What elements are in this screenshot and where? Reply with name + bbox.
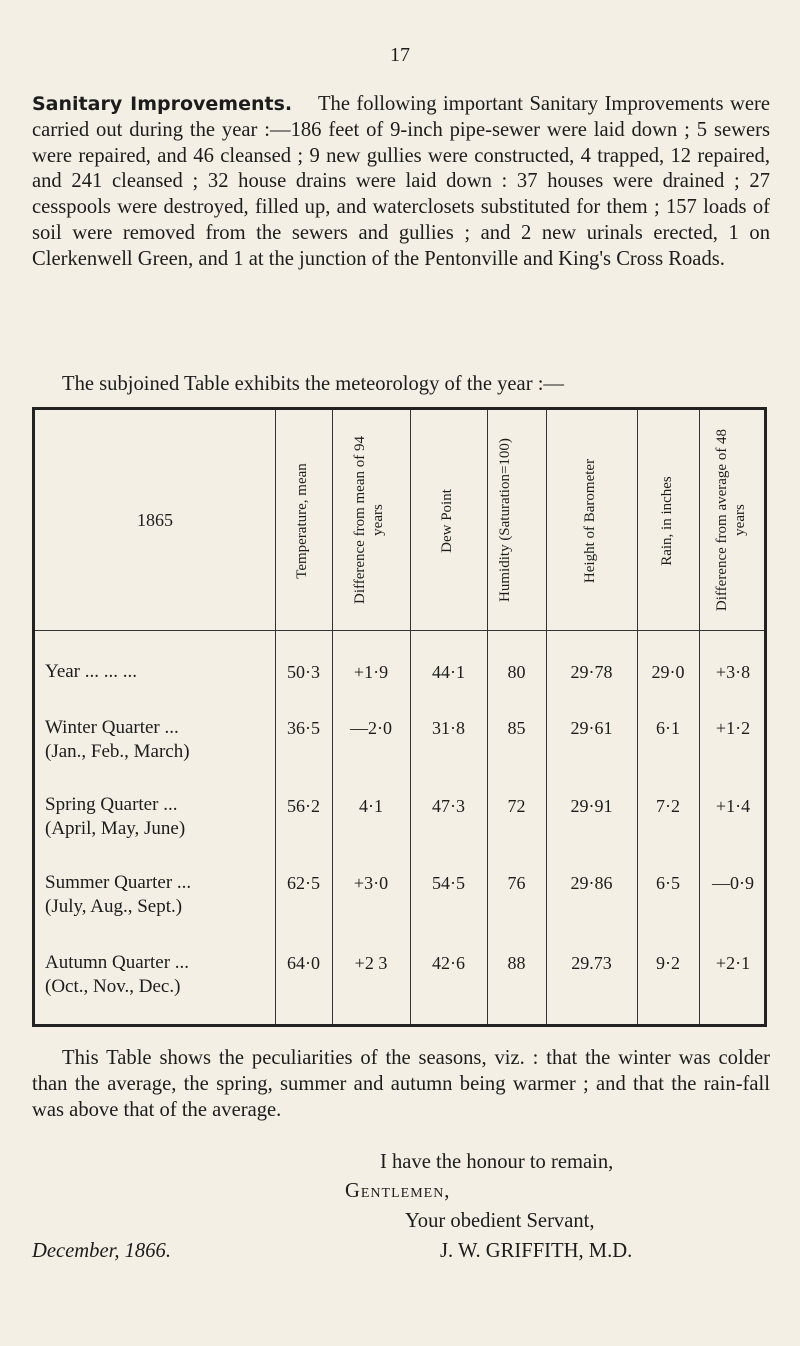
year-header: 1865 <box>137 510 173 530</box>
row-label-text: Spring Quarter ... <box>45 794 178 815</box>
row-label-text: Summer Quarter ... <box>45 872 192 893</box>
date: December, 1866. <box>32 1240 171 1262</box>
sanitary-paragraph <box>32 92 770 273</box>
column-header: Rain, in inches <box>659 476 675 566</box>
header-divider <box>35 630 764 631</box>
salutation: Gentlemen, <box>345 1180 451 1202</box>
column-divider <box>699 410 700 1024</box>
table-cell: 29.73 <box>571 953 612 973</box>
row-label-text: Winter Quarter ... <box>45 717 179 738</box>
column-header: Dew Point <box>439 489 455 553</box>
table-intro: The subjoined Table exhibits the meteorology of the year :— <box>62 373 565 395</box>
signature: J. W. GRIFFITH, M.D. <box>440 1240 633 1262</box>
column-divider <box>332 410 333 1024</box>
row-label <box>45 660 277 684</box>
row-label <box>45 793 277 841</box>
column-divider <box>637 410 638 1024</box>
row-label <box>45 951 277 999</box>
sanitary-text: The following important Sanitary Improvements were carried out during the year :—186 feet of 9-inch pipe-sewer were laid down ; 5 sewers were repaired, and 46 cleansed ; 9 new gullies were constructed, 4 trapped, 12 repaired, and 241 cleansed ; 32 house drains were laid down : 37 houses were drained ; 27 cesspools were destroyed, filled up, and waterclosets substituted for them ; 157 loads of soil were removed from the sewers and gullies ; and 2 new urinals erected, 1 on Clerkenwell Green, and 1 at the junction of the Pentonville and King's Cross Roads. <box>32 93 770 270</box>
table-cell: 72 <box>507 796 526 816</box>
row-sublabel: (Jan., Feb., March) <box>45 741 190 762</box>
table-cell: 50·3 <box>287 662 320 682</box>
section-heading: Sanitary Improvements. <box>32 93 293 115</box>
column-divider <box>410 410 411 1024</box>
table-cell: 29·78 <box>570 662 613 682</box>
table-cell: +1·4 <box>715 796 751 816</box>
table-cell: 4·1 <box>359 796 383 816</box>
table-cell: 9·2 <box>656 953 680 973</box>
table-cell: 80 <box>507 662 526 682</box>
table-cell: 42·6 <box>432 953 465 973</box>
table-cell: 76 <box>507 873 526 893</box>
table-cell: 56·2 <box>287 796 320 816</box>
table-cell: +2·1 <box>715 953 751 973</box>
summary-paragraph: This Table shows the peculiarities of the seasons, viz. : that the winter was colder than the average, the spring, summer and autumn being warmer ; and that the rain-fall was above that of the average. <box>32 1047 770 1121</box>
table-cell: +1·9 <box>353 662 389 682</box>
table-cell: —2·0 <box>350 718 392 738</box>
table-cell: 85 <box>507 718 526 738</box>
table-cell: 29·61 <box>570 718 613 738</box>
column-header: Difference from mean of 94 years <box>352 436 386 604</box>
table-cell: 6·5 <box>656 873 680 893</box>
row-label <box>45 871 277 919</box>
table-cell: 29·0 <box>651 662 685 682</box>
table-cell: 29·91 <box>570 796 613 816</box>
table-cell: 54·5 <box>432 873 465 893</box>
closing-line: I have the honour to remain, <box>380 1151 614 1173</box>
table-cell: +2 3 <box>354 953 388 973</box>
row-sublabel: (July, Aug., Sept.) <box>45 896 183 917</box>
table-cell: 36·5 <box>287 718 320 738</box>
table-cell: +3·0 <box>353 873 389 893</box>
table-cell: 29·86 <box>570 873 613 893</box>
table-cell: 47·3 <box>432 796 465 816</box>
column-divider <box>487 410 488 1024</box>
meteorology-table <box>32 407 767 1027</box>
column-divider <box>546 410 547 1024</box>
column-header: Height of Barometer <box>582 458 598 584</box>
table-cell: —0·9 <box>712 873 754 893</box>
table-cell: +1·2 <box>715 718 751 738</box>
row-label-text: Year ... ... ... <box>45 661 138 682</box>
table-cell: 64·0 <box>287 953 320 973</box>
table-cell: 31·8 <box>432 718 465 738</box>
page-number: 17 <box>390 44 410 66</box>
column-header: Temperature, mean <box>294 463 310 579</box>
closing-line: Your obedient Servant, <box>405 1210 595 1232</box>
table-cell: 7·2 <box>656 796 680 816</box>
column-header: Difference from average of 48 years <box>714 428 748 612</box>
table-cell: 44·1 <box>432 662 465 682</box>
row-label <box>45 716 277 764</box>
row-sublabel: (Oct., Nov., Dec.) <box>45 976 181 997</box>
table-cell: 88 <box>507 953 526 973</box>
row-label-text: Autumn Quarter ... <box>45 952 190 973</box>
table-cell: 6·1 <box>656 718 680 738</box>
row-sublabel: (April, May, June) <box>45 818 186 839</box>
column-header: Humidity (Saturation=100) <box>497 438 513 602</box>
table-cell: +3·8 <box>715 662 751 682</box>
table-cell: 62·5 <box>287 873 320 893</box>
